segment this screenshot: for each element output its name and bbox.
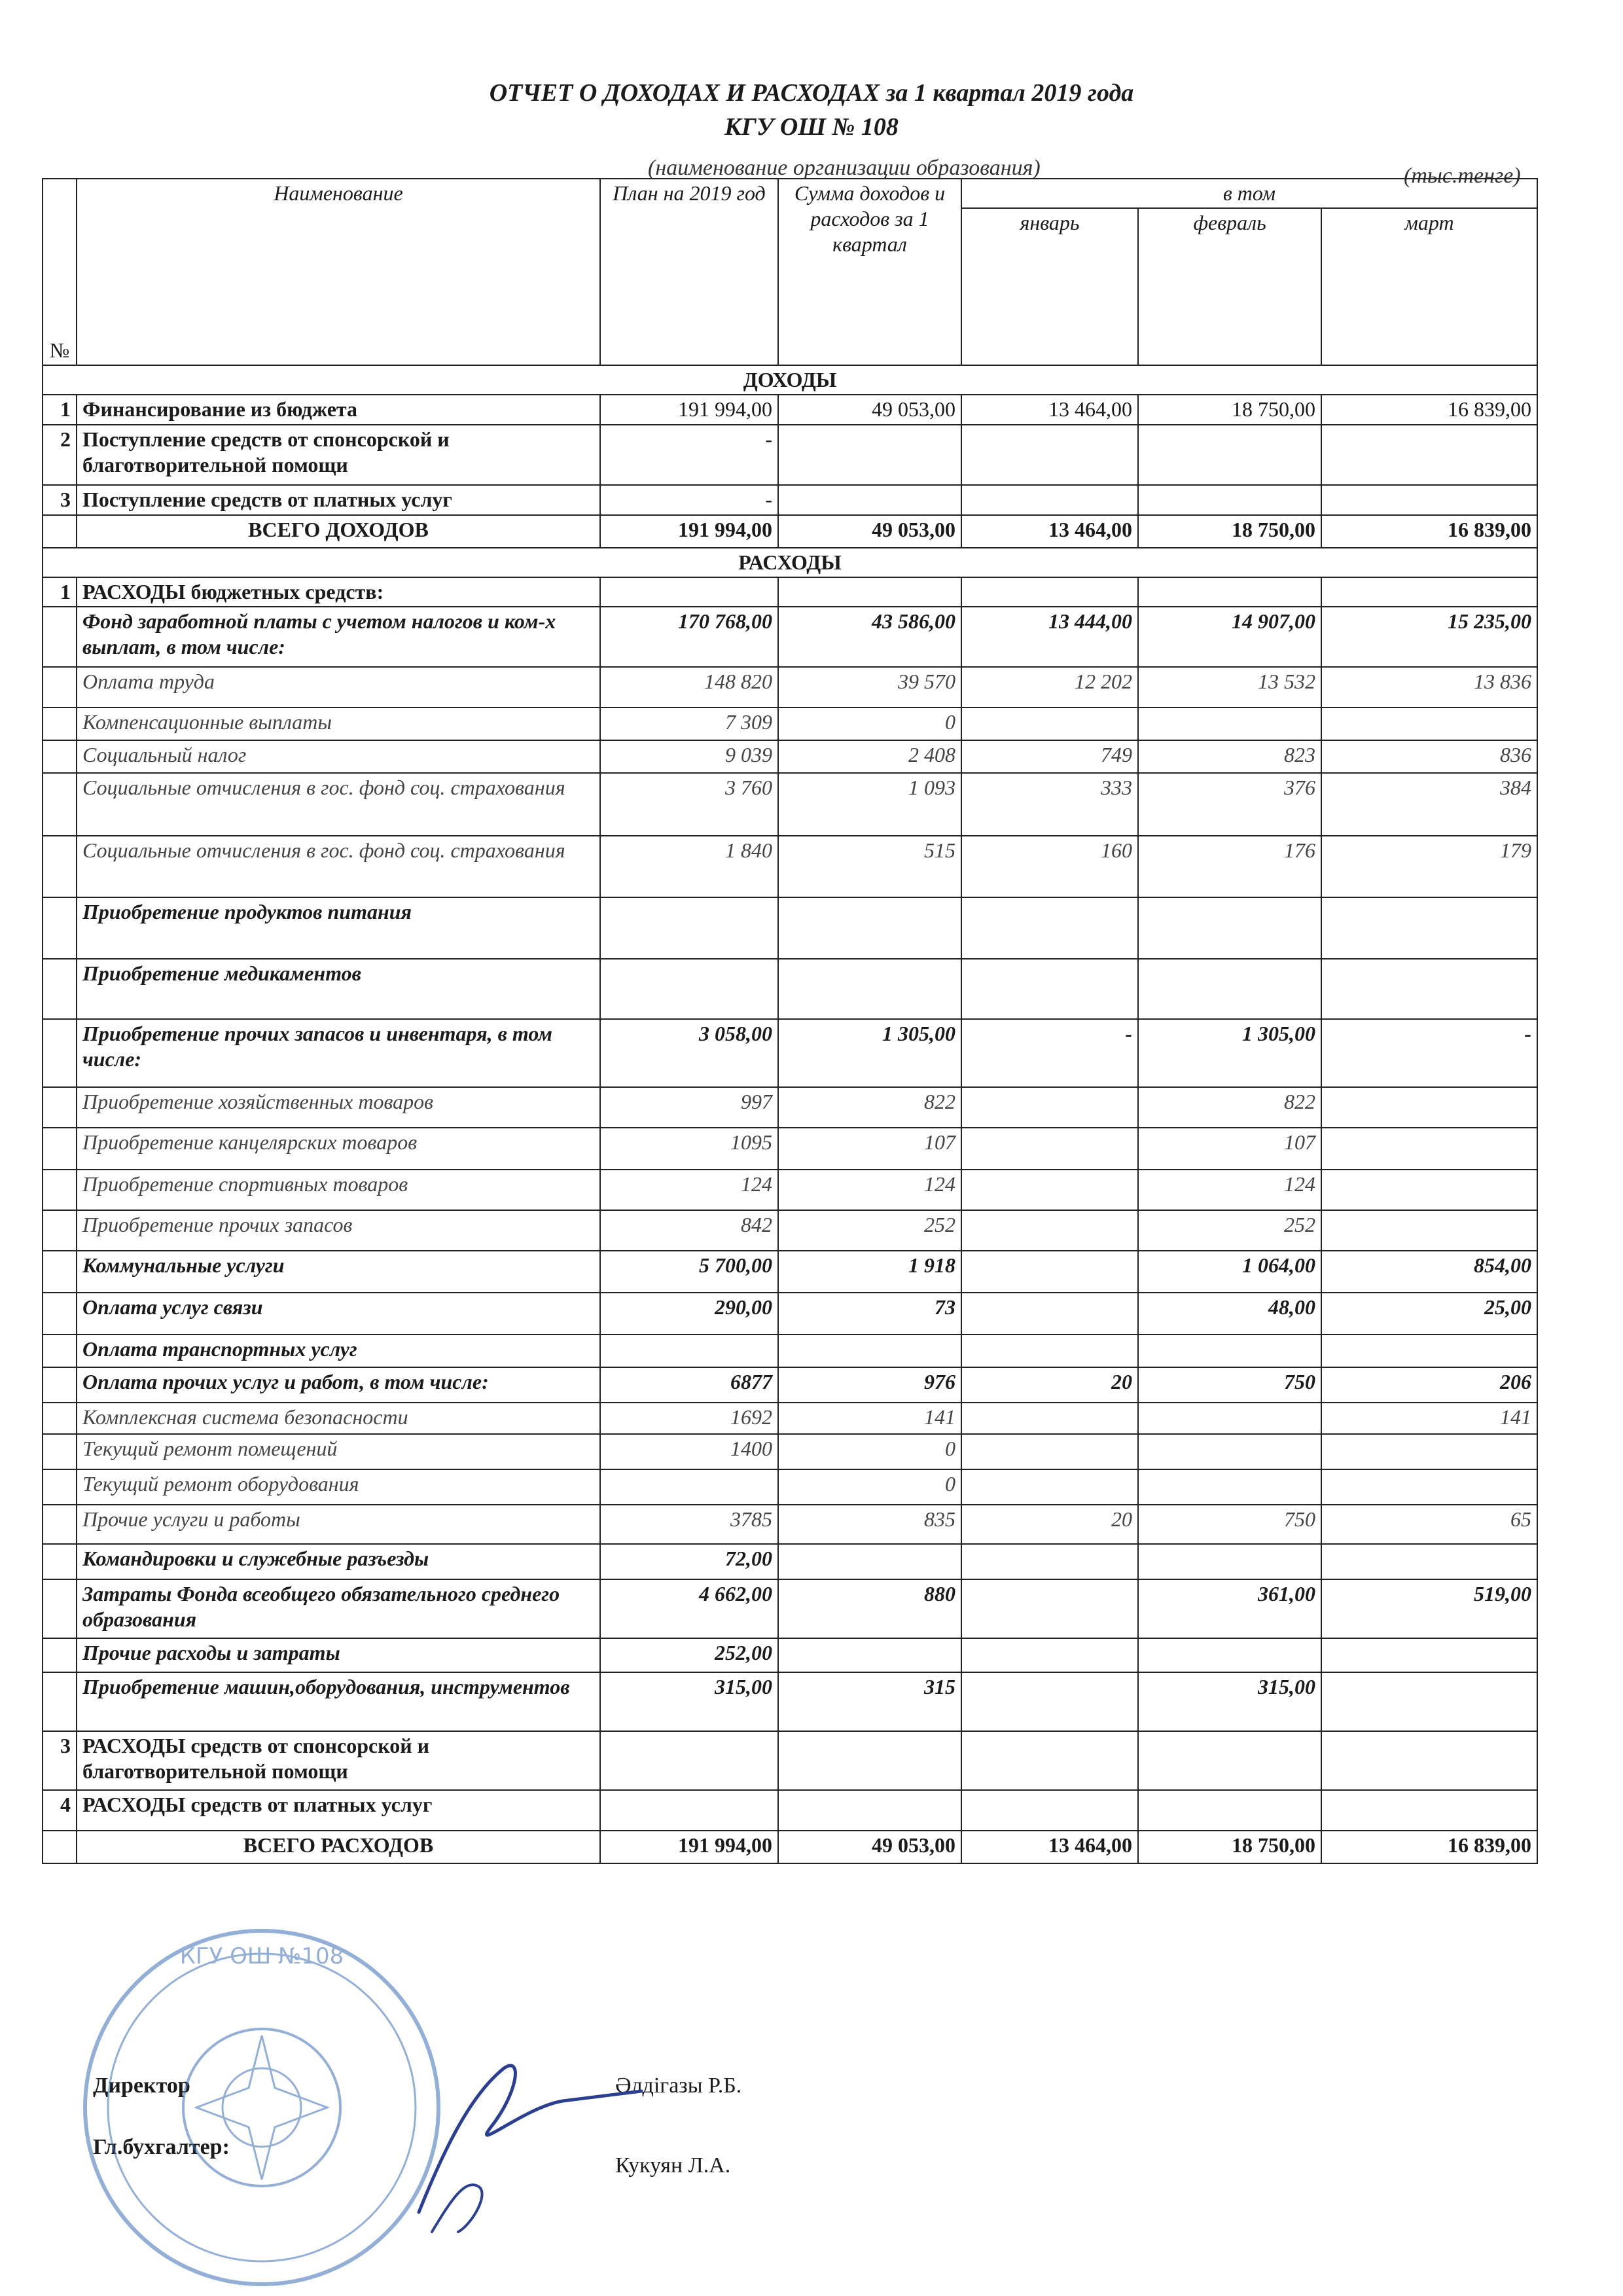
cell-sum: 2 408: [778, 740, 961, 773]
row-number: [43, 1469, 77, 1505]
cell-mar: [1321, 577, 1537, 607]
col-mar-header: март: [1321, 208, 1537, 365]
table-row: [43, 1170, 1537, 1210]
signature: [393, 2016, 654, 2245]
cell-sum: [778, 1790, 961, 1831]
cell-feb: 107: [1138, 1128, 1321, 1170]
cell-jan: [961, 1087, 1138, 1128]
cell-plan: [600, 1790, 778, 1831]
row-name: Приобретение канцелярских товаров: [77, 1128, 600, 1170]
table-row: [43, 1293, 1537, 1335]
cell-sum: 0: [778, 1434, 961, 1469]
cell-mar: [1321, 425, 1537, 485]
cell-plan: 124: [600, 1170, 778, 1210]
row-number: [43, 708, 77, 740]
cell-feb: [1138, 1403, 1321, 1434]
table-row: [43, 740, 1537, 773]
cell-jan: [961, 1403, 1138, 1434]
row-name: Приобретение прочих запасов и инвентаря, в том числе:: [77, 1019, 600, 1087]
table-row: [43, 1638, 1537, 1672]
table-row: [43, 1403, 1537, 1434]
row-name: Затраты Фонда всеобщего обязательного среднего образования: [77, 1579, 600, 1638]
cell-jan: 13 444,00: [961, 607, 1138, 667]
row-number: [43, 1579, 77, 1638]
official-stamp: [79, 1924, 445, 2291]
cell-plan: 4 662,00: [600, 1579, 778, 1638]
cell-plan: -: [600, 425, 778, 485]
row-name: Оплата транспортных услуг: [77, 1335, 600, 1367]
cell-sum: 315: [778, 1672, 961, 1731]
cell-sum: 1 093: [778, 773, 961, 836]
row-number: [43, 1019, 77, 1087]
row-name: РАСХОДЫ средств от платных услуг: [77, 1790, 600, 1831]
cell-mar: 15 235,00: [1321, 607, 1537, 667]
cell-sum: 0: [778, 1469, 961, 1505]
cell-jan: [961, 425, 1138, 485]
cell-plan: 9 039: [600, 740, 778, 773]
cell-sum: [778, 577, 961, 607]
cell-jan: [961, 1544, 1138, 1579]
row-name: Финансирование из бюджета: [77, 395, 600, 425]
report-table: [42, 178, 1538, 1864]
row-name: Приобретение хозяйственных товаров: [77, 1087, 600, 1128]
cell-feb: 18 750,00: [1138, 395, 1321, 425]
table-row: [43, 1469, 1537, 1505]
cell-sum: [778, 1638, 961, 1672]
cell-sum: 49 053,00: [778, 395, 961, 425]
cell-jan: [961, 1170, 1138, 1210]
cell-jan: [961, 1790, 1138, 1831]
cell-mar: [1321, 1128, 1537, 1170]
row-number: [43, 773, 77, 836]
cell-feb: 124: [1138, 1170, 1321, 1210]
units-label: (тыс.тенге): [1404, 164, 1521, 188]
row-number: 2: [43, 425, 77, 485]
row-name: Социальные отчисления в гос. фонд соц. страхования: [77, 773, 600, 836]
section-row: [43, 548, 1537, 577]
cell-sum: 515: [778, 836, 961, 897]
organization-caption: (наименование организации образования): [648, 156, 1041, 180]
cell-plan: [600, 1469, 778, 1505]
total-feb: 18 750,00: [1138, 1831, 1321, 1863]
cell-sum: 43 586,00: [778, 607, 961, 667]
cell-plan: 170 768,00: [600, 607, 778, 667]
cell-sum: [778, 1335, 961, 1367]
table-row: [43, 607, 1537, 667]
cell-mar: -: [1321, 1019, 1537, 1087]
row-number: [43, 1128, 77, 1170]
col-jan-header: январь: [961, 208, 1138, 365]
total-row: [43, 515, 1537, 548]
cell-sum: 1 305,00: [778, 1019, 961, 1087]
cell-mar: [1321, 1672, 1537, 1731]
cell-jan: 20: [961, 1505, 1138, 1544]
cell-plan: [600, 959, 778, 1019]
row-number: [43, 667, 77, 708]
director-label: Директор: [93, 2073, 190, 2098]
cell-feb: [1138, 1469, 1321, 1505]
row-name: Поступление средств от спонсорской и благотворительной помощи: [77, 425, 600, 485]
row-name: Фонд заработной платы с учетом налогов и ком-х выплат, в том числе:: [77, 607, 600, 667]
cell-jan: [961, 897, 1138, 959]
row-number: [43, 1403, 77, 1434]
cell-feb: 13 532: [1138, 667, 1321, 708]
cell-plan: 191 994,00: [600, 395, 778, 425]
cell-sum: 124: [778, 1170, 961, 1210]
total-plan: 191 994,00: [600, 1831, 778, 1863]
cell-plan: [600, 897, 778, 959]
cell-mar: 141: [1321, 1403, 1537, 1434]
cell-plan: 1692: [600, 1403, 778, 1434]
row-name: Социальные отчисления в гос. фонд соц. страхования: [77, 836, 600, 897]
col-num-header: №: [43, 179, 77, 365]
cell-plan: 252,00: [600, 1638, 778, 1672]
total-label: ВСЕГО ДОХОДОВ: [77, 515, 600, 548]
table-row: [43, 1544, 1537, 1579]
cell-mar: 179: [1321, 836, 1537, 897]
row-number: [43, 1831, 77, 1863]
row-number: 1: [43, 577, 77, 607]
row-number: [43, 1672, 77, 1731]
cell-jan: 12 202: [961, 667, 1138, 708]
section-row-income: [43, 365, 1537, 395]
table-row: [43, 1434, 1537, 1469]
cell-feb: 822: [1138, 1087, 1321, 1128]
row-number: [43, 959, 77, 1019]
table-row: [43, 485, 1537, 515]
row-name: Оплата труда: [77, 667, 600, 708]
stamp-text: КГУ ОШ №108: [179, 1943, 344, 1969]
cell-plan: -: [600, 485, 778, 515]
cell-jan: [961, 1335, 1138, 1367]
cell-feb: 823: [1138, 740, 1321, 773]
cell-sum: 880: [778, 1579, 961, 1638]
cell-mar: [1321, 485, 1537, 515]
cell-feb: 750: [1138, 1367, 1321, 1403]
col-incl-header: в том: [961, 179, 1537, 208]
cell-sum: 835: [778, 1505, 961, 1544]
cell-plan: 1400: [600, 1434, 778, 1469]
row-name: Компенсационные выплаты: [77, 708, 600, 740]
col-feb-header: февраль: [1138, 208, 1321, 365]
cell-jan: [961, 1293, 1138, 1335]
cell-jan: [961, 1128, 1138, 1170]
cell-plan: 1 840: [600, 836, 778, 897]
total-sum: 49 053,00: [778, 515, 961, 548]
cell-mar: [1321, 959, 1537, 1019]
row-name: Приобретение медикаментов: [77, 959, 600, 1019]
cell-jan: [961, 1672, 1138, 1731]
table-row: [43, 1210, 1537, 1251]
cell-jan: -: [961, 1019, 1138, 1087]
cell-feb: 361,00: [1138, 1579, 1321, 1638]
cell-feb: [1138, 1544, 1321, 1579]
cell-plan: [600, 577, 778, 607]
cell-jan: 333: [961, 773, 1138, 836]
cell-mar: 65: [1321, 1505, 1537, 1544]
row-number: [43, 1367, 77, 1403]
report-table-body: [43, 179, 1537, 1863]
cell-sum: 822: [778, 1087, 961, 1128]
table-row: [43, 1579, 1537, 1638]
total-feb: 18 750,00: [1138, 515, 1321, 548]
table-row: [43, 425, 1537, 485]
cell-jan: [961, 1210, 1138, 1251]
row-name: РАСХОДЫ средств от спонсорской и благотворительной помощи: [77, 1731, 600, 1790]
cell-feb: 315,00: [1138, 1672, 1321, 1731]
cell-feb: 376: [1138, 773, 1321, 836]
cell-mar: 836: [1321, 740, 1537, 773]
cell-feb: 1 064,00: [1138, 1251, 1321, 1293]
cell-feb: [1138, 577, 1321, 607]
cell-jan: [961, 1434, 1138, 1469]
col-name-header: Наименование: [77, 179, 600, 365]
cell-feb: 1 305,00: [1138, 1019, 1321, 1087]
table-row: [43, 1335, 1537, 1367]
row-name: Прочие услуги и работы: [77, 1505, 600, 1544]
row-name: Прочие расходы и затраты: [77, 1638, 600, 1672]
cell-sum: [778, 897, 961, 959]
row-name: РАСХОДЫ бюджетных средств:: [77, 577, 600, 607]
cell-jan: [961, 1251, 1138, 1293]
row-name: Приобретение прочих запасов: [77, 1210, 600, 1251]
cell-jan: [961, 485, 1138, 515]
cell-mar: 16 839,00: [1321, 395, 1537, 425]
row-number: [43, 1251, 77, 1293]
row-name: Приобретение машин,оборудования, инструментов: [77, 1672, 600, 1731]
total-mar: 16 839,00: [1321, 515, 1537, 548]
cell-feb: [1138, 708, 1321, 740]
total-row: [43, 1831, 1537, 1863]
cell-mar: [1321, 1638, 1537, 1672]
cell-mar: [1321, 1790, 1537, 1831]
cell-plan: 1095: [600, 1128, 778, 1170]
cell-plan: 3 058,00: [600, 1019, 778, 1087]
cell-feb: [1138, 1434, 1321, 1469]
total-mar: 16 839,00: [1321, 1831, 1537, 1863]
row-number: 3: [43, 485, 77, 515]
table-row: [43, 836, 1537, 897]
row-name: Приобретение продуктов питания: [77, 897, 600, 959]
row-number: 4: [43, 1790, 77, 1831]
cell-plan: 6877: [600, 1367, 778, 1403]
cell-mar: 25,00: [1321, 1293, 1537, 1335]
table-row: [43, 959, 1537, 1019]
table-row: [43, 897, 1537, 959]
row-name: Коммунальные услуги: [77, 1251, 600, 1293]
cell-feb: [1138, 1335, 1321, 1367]
cell-feb: [1138, 1790, 1321, 1831]
cell-feb: 48,00: [1138, 1293, 1321, 1335]
table-row: [43, 667, 1537, 708]
row-name: Приобретение спортивных товаров: [77, 1170, 600, 1210]
row-number: [43, 607, 77, 667]
total-sum: 49 053,00: [778, 1831, 961, 1863]
cell-sum: [778, 485, 961, 515]
cell-sum: 252: [778, 1210, 961, 1251]
cell-jan: [961, 1731, 1138, 1790]
cell-mar: [1321, 1469, 1537, 1505]
total-label: ВСЕГО РАСХОДОВ: [77, 1831, 600, 1863]
row-number: 1: [43, 395, 77, 425]
cell-mar: [1321, 1087, 1537, 1128]
table-row: [43, 708, 1537, 740]
cell-plan: 842: [600, 1210, 778, 1251]
cell-plan: 5 700,00: [600, 1251, 778, 1293]
row-number: [43, 1335, 77, 1367]
row-number: [43, 1293, 77, 1335]
table-row: [43, 1019, 1537, 1087]
row-number: [43, 1544, 77, 1579]
row-number: [43, 1505, 77, 1544]
table-row: [43, 773, 1537, 836]
cell-feb: [1138, 1731, 1321, 1790]
section-title: ДОХОДЫ: [43, 365, 1537, 395]
cell-jan: 160: [961, 836, 1138, 897]
cell-feb: [1138, 897, 1321, 959]
table-row: [43, 395, 1537, 425]
row-number: [43, 1638, 77, 1672]
section-title: РАСХОДЫ: [43, 548, 1537, 577]
director-name: Әлдігазы Р.Б.: [615, 2073, 742, 2098]
row-name: Комплексная система безопасности: [77, 1403, 600, 1434]
cell-sum: 0: [778, 708, 961, 740]
cell-feb: [1138, 959, 1321, 1019]
cell-mar: [1321, 708, 1537, 740]
cell-jan: [961, 1579, 1138, 1638]
cell-mar: [1321, 1731, 1537, 1790]
table-row: [43, 1367, 1537, 1403]
cell-jan: 13 464,00: [961, 395, 1138, 425]
cell-sum: 141: [778, 1403, 961, 1434]
total-plan: 191 994,00: [600, 515, 778, 548]
row-number: [43, 897, 77, 959]
row-number: [43, 515, 77, 548]
row-name: Оплата услуг связи: [77, 1293, 600, 1335]
cell-mar: [1321, 1210, 1537, 1251]
cell-sum: [778, 425, 961, 485]
cell-sum: [778, 1731, 961, 1790]
cell-feb: 750: [1138, 1505, 1321, 1544]
table-row: [43, 577, 1537, 607]
cell-feb: 252: [1138, 1210, 1321, 1251]
row-number: [43, 1210, 77, 1251]
row-name: Поступление средств от платных услуг: [77, 485, 600, 515]
cell-sum: 39 570: [778, 667, 961, 708]
cell-mar: 854,00: [1321, 1251, 1537, 1293]
cell-mar: [1321, 1170, 1537, 1210]
cell-sum: 107: [778, 1128, 961, 1170]
cell-jan: [961, 577, 1138, 607]
cell-sum: 1 918: [778, 1251, 961, 1293]
cell-plan: 7 309: [600, 708, 778, 740]
cell-plan: [600, 1335, 778, 1367]
row-number: [43, 740, 77, 773]
cell-mar: [1321, 1544, 1537, 1579]
accountant-name: Кукуян Л.А.: [615, 2153, 731, 2178]
organization-name: КГУ ОШ № 108: [724, 113, 899, 141]
col-sum-header: Сумма доходов и расходов за 1 квартал: [778, 179, 961, 365]
cell-mar: [1321, 1335, 1537, 1367]
cell-jan: [961, 708, 1138, 740]
table-row: [43, 1128, 1537, 1170]
row-number: [43, 1170, 77, 1210]
cell-sum: [778, 1544, 961, 1579]
cell-plan: 3 760: [600, 773, 778, 836]
cell-plan: 3785: [600, 1505, 778, 1544]
table-row: [43, 1790, 1537, 1831]
col-plan-header: План на 2019 год: [600, 179, 778, 365]
cell-mar: [1321, 1434, 1537, 1469]
cell-plan: 290,00: [600, 1293, 778, 1335]
cell-feb: 176: [1138, 836, 1321, 897]
row-name: Командировки и служебные разъезды: [77, 1544, 600, 1579]
row-number: [43, 836, 77, 897]
total-jan: 13 464,00: [961, 1831, 1138, 1863]
cell-jan: 20: [961, 1367, 1138, 1403]
cell-feb: [1138, 425, 1321, 485]
table-row: [43, 1672, 1537, 1731]
table-header-row: [43, 179, 1537, 208]
total-jan: 13 464,00: [961, 515, 1138, 548]
cell-jan: 749: [961, 740, 1138, 773]
table-row: [43, 1731, 1537, 1790]
accountant-label: Гл.бухгалтер:: [93, 2135, 230, 2159]
cell-feb: [1138, 1638, 1321, 1672]
table-row: [43, 1505, 1537, 1544]
row-number: 3: [43, 1731, 77, 1790]
table-row: [43, 1087, 1537, 1128]
cell-feb: [1138, 485, 1321, 515]
cell-sum: 73: [778, 1293, 961, 1335]
cell-mar: 519,00: [1321, 1579, 1537, 1638]
row-name: Текущий ремонт оборудования: [77, 1469, 600, 1505]
cell-mar: 13 836: [1321, 667, 1537, 708]
row-name: Оплата прочих услуг и работ, в том числе:: [77, 1367, 600, 1403]
cell-plan: 72,00: [600, 1544, 778, 1579]
cell-jan: [961, 959, 1138, 1019]
row-number: [43, 1434, 77, 1469]
row-number: [43, 1087, 77, 1128]
cell-plan: 997: [600, 1087, 778, 1128]
cell-sum: 976: [778, 1367, 961, 1403]
cell-plan: [600, 1731, 778, 1790]
row-name: Текущий ремонт помещений: [77, 1434, 600, 1469]
report-title: ОТЧЕТ О ДОХОДАХ И РАСХОДАХ за 1 квартал 2019 года: [489, 79, 1134, 107]
cell-sum: [778, 959, 961, 1019]
cell-mar: [1321, 897, 1537, 959]
cell-mar: 384: [1321, 773, 1537, 836]
cell-jan: [961, 1469, 1138, 1505]
row-name: Социальный налог: [77, 740, 600, 773]
table-row: [43, 1251, 1537, 1293]
cell-plan: 315,00: [600, 1672, 778, 1731]
cell-jan: [961, 1638, 1138, 1672]
cell-plan: 148 820: [600, 667, 778, 708]
cell-feb: 14 907,00: [1138, 607, 1321, 667]
cell-mar: 206: [1321, 1367, 1537, 1403]
